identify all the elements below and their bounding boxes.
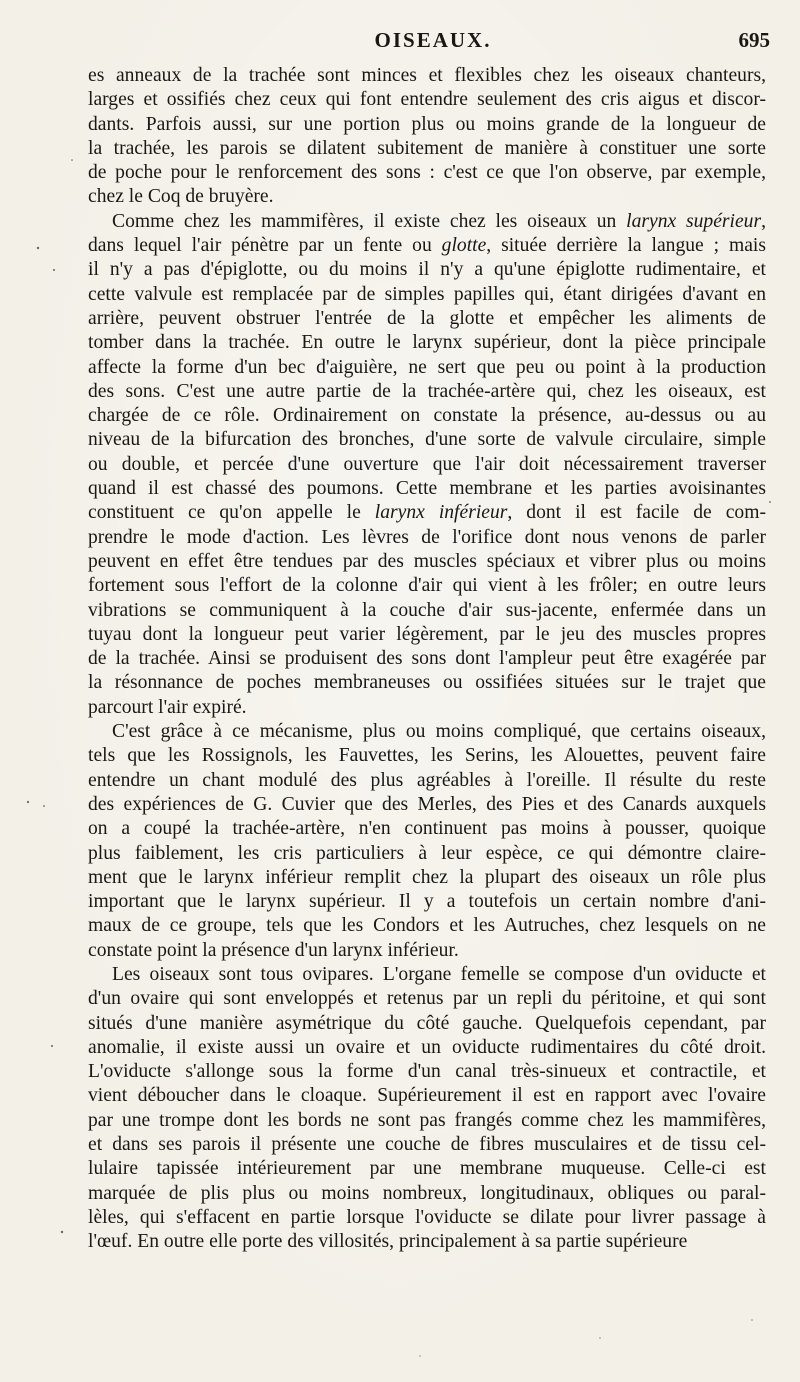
page-number: 695 <box>738 28 770 52</box>
paragraph-song-mechanism <box>88 720 766 963</box>
running-head: OISEAUX. <box>374 28 492 52</box>
text-line: la trachée, les parois se dilatent subitement de manière à constituer une sorte <box>88 137 766 159</box>
text-line: ment que le larynx inférieur remplit chez la plupart des oiseaux un rôle plus <box>88 866 766 888</box>
italic-term: glotte <box>441 235 487 257</box>
text-line: entendre un chant modulé des plus agréables à l'oreille. Il résulte du reste <box>88 769 766 791</box>
text-line: affecte la forme d'un bec d'aiguière, ne sert que peu ou point à la production <box>88 356 766 378</box>
text-line: et dans ses parois il présente une couche de fibres musculaires et de tissu cel- <box>88 1134 766 1156</box>
text-line: la résonnance de poches membraneuses ou ossifiées situées sur le trajet que <box>88 672 766 694</box>
paragraph-reproduction <box>88 963 766 1255</box>
text-line: situés d'une manière asymétrique du côté gauche. Quelquefois cependant, par <box>88 1012 766 1034</box>
text-line: plus faiblement, les cris particuliers à leur espèce, ce qui démontre claire- <box>88 842 766 864</box>
page-header <box>88 28 778 62</box>
text-line: de la trachée. Ainsi se produisent des sons dont l'ampleur peut être exagérée par <box>88 648 766 670</box>
italic-term: larynx inférieur <box>374 502 508 524</box>
text-line: vient déboucher dans le cloaque. Supérieurement il est en rapport avec l'ovaire <box>88 1085 766 1107</box>
text-line: arrière, peuvent obstruer l'entrée de la glotte et empêcher les aliments de <box>88 307 766 329</box>
text-line: peuvent en effet être tendues par des muscles spéciaux et vibrer plus ou moins <box>88 550 766 572</box>
text-line: tels que les Rossignols, les Fauvettes, les Serins, les Alouettes, peuvent faire <box>88 745 766 767</box>
text-line: constituent ce qu'on appelle le larynx inférieur, dont il est facile de com- <box>88 502 766 524</box>
text-line: Comme chez les mammifères, il existe chez les oiseaux un larynx supérieur, <box>112 210 766 232</box>
text-line: fortement sous l'effort de la colonne d'air qui vient à les frôler; en outre leurs <box>88 575 766 597</box>
paragraph-upper-larynx <box>88 210 766 720</box>
text-line: on a coupé la trachée-artère, n'en continuent pas moins à pousser, quoique <box>88 818 766 840</box>
text-line: chargée de ce rôle. Ordinairement on constate la présence, au-dessus ou au <box>88 405 766 427</box>
text-line: es anneaux de la trachée sont minces et flexibles chez les oiseaux chanteurs, <box>88 65 766 86</box>
text-line: des sons. C'est une autre partie de la trachée-artère qui, chez les oiseaux, est <box>88 380 766 402</box>
paragraph-trachea <box>88 64 766 210</box>
text-line: de poche pour le renforcement des sons : c'est ce que l'on observe, par exemple, <box>88 162 766 184</box>
text-line: C'est grâce à ce mécanisme, plus ou moins compliqué, que certains oiseaux, <box>112 721 766 743</box>
text-line: parcourt l'air expiré. <box>88 696 247 718</box>
text-line: marquée de plis plus ou moins nombreux, longitudinaux, obliques ou paral- <box>88 1182 766 1204</box>
text-line: niveau de la bifurcation des bronches, d'une sorte de valvule circulaire, simple <box>88 429 766 451</box>
text-line: vibrations se communiquent à la couche d'air sus-jacente, enfermée dans un <box>88 599 766 621</box>
text-line: tomber dans la trachée. En outre le larynx supérieur, dont la pièce principale <box>88 332 766 354</box>
italic-term: larynx supérieur <box>626 210 762 232</box>
text-line: l'œuf. En outre elle porte des villosités, principalement à sa partie supérieure <box>88 1231 688 1253</box>
text-line: cette valvule est remplacée par de simples papilles qui, étant dirigées d'avant en <box>88 283 766 305</box>
text-line: ou double, et percée d'une ouverture que l'air doit nécessairement traverser <box>88 453 766 475</box>
text-line: chez le Coq de bruyère. <box>88 186 274 208</box>
text-line: maux de ce groupe, tels que les Condors et les Autruches, chez lesquels on ne <box>88 915 766 937</box>
text-line: prendre le mode d'action. Les lèvres de l'orifice dont nous venons de parler <box>88 526 766 548</box>
body-text <box>88 64 766 1255</box>
text-line: important que le larynx supérieur. Il y a toutefois un certain nombre d'ani- <box>88 891 766 913</box>
text-line: dans lequel l'air pénètre par un fente ou glotte, située derrière la langue ; mais <box>88 235 767 257</box>
text-line: anomalie, il existe aussi un ovaire et un oviducte rudimentaires du côté droit. <box>88 1036 766 1058</box>
text-line: des expériences de G. Cuvier que des Merles, des Pies et des Canards auxquels <box>88 793 766 815</box>
text-line: il n'y a pas d'épiglotte, ou du moins il n'y a qu'une épiglotte rudimentaire, et <box>88 259 766 281</box>
text-line: lèles, qui s'effacent en partie lorsque l'oviducte se dilate pour livrer passage à <box>88 1206 766 1228</box>
text-line: par une trompe dont les bords ne sont pas frangés comme chez les mammifères, <box>88 1109 766 1131</box>
text-line: larges et ossifiés chez ceux qui font entendre seulement des cris aigus et discor- <box>88 89 766 111</box>
text-line: lulaire tapissée intérieurement par une membrane muqueuse. Celle-ci est <box>88 1158 766 1180</box>
text-line: d'un ovaire qui sont enveloppés et retenus par un repli du péritoine, et qui sont <box>88 988 766 1010</box>
text-line: L'oviducte s'allonge sous la forme d'un canal très-sinueux et contractile, et <box>88 1061 766 1083</box>
text-line: tuyau dont la longueur peut varier légèrement, par le jeu des muscles propres <box>88 623 766 645</box>
text-line: Les oiseaux sont tous ovipares. L'organe femelle se compose d'un oviducte et <box>112 963 766 985</box>
text-line: dants. Parfois aussi, sur une portion plus ou moins grande de la longueur de <box>88 113 766 135</box>
text-line: constate point la présence d'un larynx inférieur. <box>88 939 459 961</box>
text-line: quand il est chassé des poumons. Cette membrane et les parties avoisinantes <box>88 478 766 500</box>
